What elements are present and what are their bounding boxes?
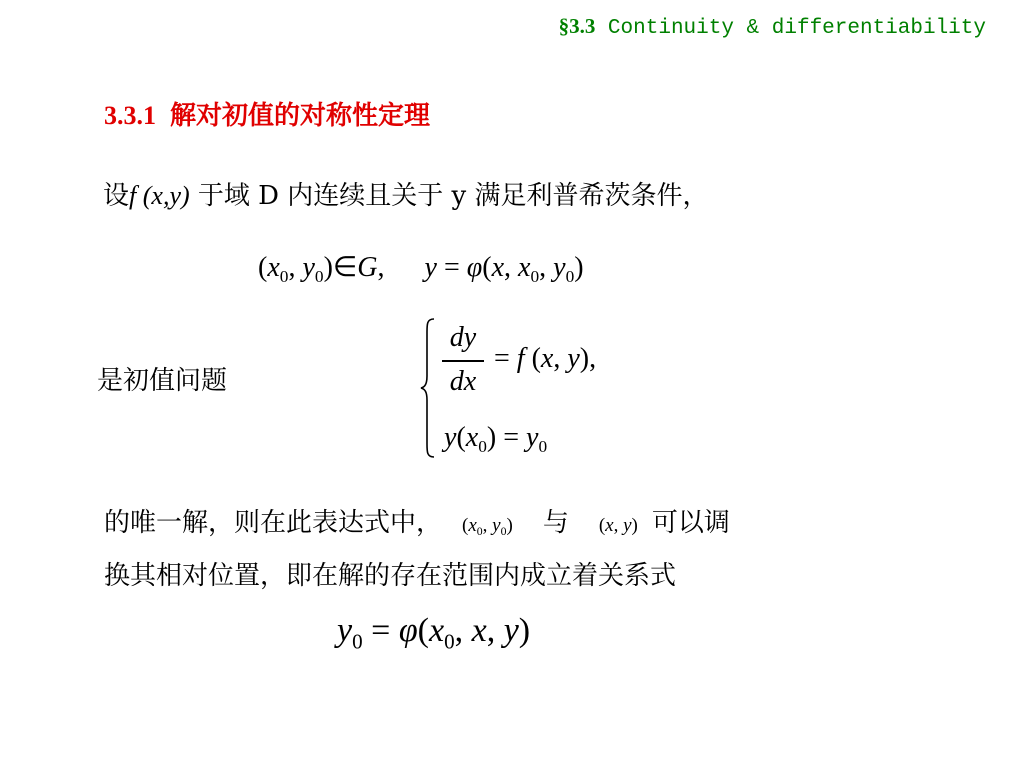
hypothesis-line: [103, 175, 709, 212]
ode-right-hand-side: [494, 343, 596, 375]
f2-comma1: ,: [454, 612, 472, 649]
f1-y-lhs: y: [424, 252, 437, 283]
f1-open: (: [258, 252, 268, 283]
theorem-number: 3.3.1: [104, 101, 156, 130]
left-brace-icon: [420, 318, 436, 458]
function-symbol: f: [129, 181, 137, 210]
pair2-comma: ,: [613, 515, 624, 536]
section-header-title: Continuity & differentiability: [595, 17, 986, 40]
pair1-x: x: [468, 515, 477, 536]
f2-y-sub: 0: [352, 629, 363, 654]
ode-x: x: [540, 343, 554, 374]
f1-x: x: [267, 252, 280, 283]
init-y: y: [444, 422, 457, 453]
init-x: x: [465, 422, 479, 453]
pair1-open: (: [462, 515, 469, 536]
hypothesis-suffix: 于域 D 内连续且关于 y 满足利普希茨条件，: [189, 181, 709, 211]
ode-paren-close: ),: [579, 343, 597, 374]
f2-equals: =: [362, 612, 399, 649]
f1-paren-open: (: [482, 252, 492, 283]
f1-comma2: ,: [377, 252, 385, 283]
solution-formula: [258, 250, 584, 287]
f1-x2: x: [491, 252, 505, 283]
pair1-y-sub: 0: [500, 525, 507, 539]
conclusion-tail: 可以调: [651, 508, 730, 538]
f1-x3-sub: 0: [530, 267, 540, 287]
fraction-bar: [442, 360, 484, 362]
f1-phi: φ: [466, 252, 483, 283]
f2-paren-open: (: [417, 612, 429, 649]
f2-paren-close: ): [518, 612, 531, 649]
theorem-name: 解对初值的对称性定理: [170, 101, 431, 131]
section-mark: §3.3: [558, 14, 596, 38]
section-header: [559, 14, 986, 40]
f2-x0-sub: 0: [444, 629, 455, 654]
symmetry-formula: [337, 612, 530, 654]
theorem-title: [104, 95, 430, 132]
ode-y: y: [567, 343, 580, 374]
init-rhs-y: y: [526, 422, 539, 453]
ode-paren-open: (: [524, 343, 541, 374]
f1-y-sub: 0: [314, 267, 324, 287]
f1-comma4: ,: [539, 252, 554, 283]
pair2-close: ): [631, 515, 638, 536]
hypothesis-prefix: 设: [103, 181, 130, 211]
pair-x-y: [599, 515, 638, 536]
conclusion-text: 的唯一解，则在此表达式中，: [104, 508, 443, 538]
init-paren-open: (: [456, 422, 466, 453]
f1-y2: y: [553, 252, 566, 283]
init-x-sub: 0: [478, 437, 487, 457]
f1-equals: =: [436, 252, 467, 283]
function-args: (x,y): [136, 181, 190, 210]
ode-comma: ,: [553, 343, 568, 374]
pair2-open: (: [598, 515, 606, 536]
fraction-numerator: dy: [449, 322, 477, 353]
init-paren-close: ): [486, 422, 497, 453]
pair1-x-sub: 0: [476, 525, 483, 539]
init-rhs-sub: 0: [538, 437, 548, 457]
f1-domain-G: G: [357, 252, 378, 283]
f2-x: x: [471, 612, 487, 649]
initial-condition: [444, 422, 547, 457]
ode-f: f: [516, 343, 525, 374]
f2-y: y: [337, 612, 353, 649]
f2-phi: φ: [398, 612, 418, 649]
derivative-fraction: [440, 322, 486, 398]
ode-equals: =: [494, 343, 517, 374]
f1-y: y: [302, 252, 315, 283]
f1-comma3: ,: [504, 252, 519, 283]
f1-comma: ,: [288, 252, 303, 283]
f1-in: )∈: [323, 252, 358, 283]
pair1-comma: ,: [482, 515, 493, 536]
init-equals: =: [496, 422, 527, 453]
ivp-label: 是初值问题: [97, 366, 228, 396]
f1-x-sub: 0: [279, 267, 289, 287]
f1-x3: x: [518, 252, 531, 283]
f1-y2-sub: 0: [565, 267, 575, 287]
f2-x0: x: [428, 612, 445, 649]
pair1-y: y: [492, 515, 501, 536]
f1-paren-close: ): [574, 252, 584, 283]
pair1-close: ): [506, 515, 513, 536]
pair2-y: y: [623, 515, 632, 536]
conclusion-line-2: 换其相对位置，即在解的存在范围内成立着关系式: [104, 561, 677, 591]
f2-comma2: ,: [486, 612, 504, 649]
f2-y2: y: [503, 612, 519, 649]
connector-word: 与: [542, 508, 569, 538]
fraction-denominator: dx: [449, 365, 477, 397]
pair2-x: x: [605, 515, 614, 536]
conclusion-line-1: [104, 502, 730, 539]
pair-x0-y0: [462, 515, 513, 539]
